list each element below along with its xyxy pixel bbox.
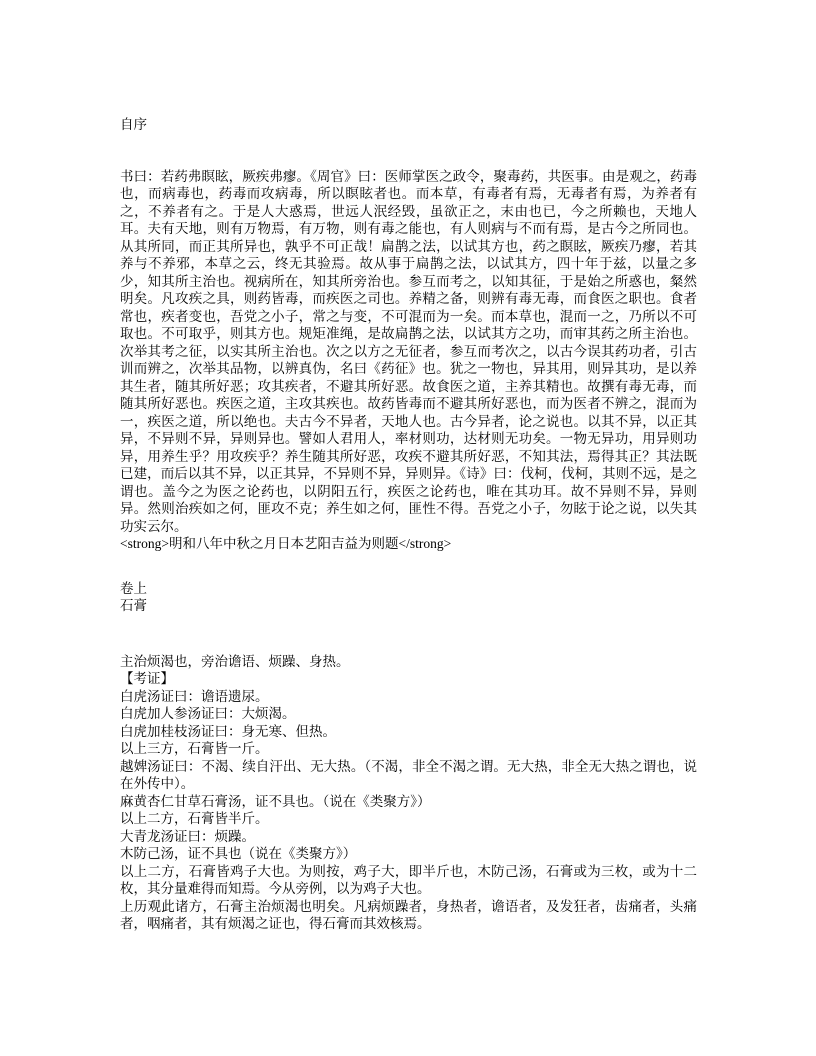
indications-line: 主治烦渴也，旁治谵语、烦躁、身热。 bbox=[120, 653, 350, 669]
volume-block bbox=[120, 580, 697, 615]
drug-heading: 石膏 bbox=[120, 598, 147, 613]
evidence-line: 白虎加桂枝汤证曰：身无寒、但热。 bbox=[120, 723, 336, 739]
evidence-line: 以上三方，石膏皆一斤。 bbox=[120, 741, 269, 756]
kaozheng-header: 【考证】 bbox=[120, 671, 174, 686]
preface-title: 自序 bbox=[120, 117, 147, 132]
volume-heading: 卷上 bbox=[120, 580, 147, 596]
evidence-line: 以上二方，石膏皆鸡子大也。为则按，鸡子大，即半斤也，木防己汤，石膏或为三枚，或为十二枚，其分量难得而知焉。今从旁例，以为鸡子大也。 bbox=[120, 863, 697, 896]
evidence-line: 大青龙汤证曰：烦躁。 bbox=[120, 828, 255, 844]
evidence-line: 越婢汤证曰：不渴、续自汗出、无大热。（不渴，非全不渴之谓。无大热，非全无大热之谓也，说在外传中）。 bbox=[120, 758, 697, 791]
evidence-line: 麻黄杏仁甘草石膏汤，证不具也。（说在《类聚方》） bbox=[120, 793, 431, 809]
evidence-line: 上历观此诸方，石膏主治烦渴也明矣。凡病烦躁者，身热者，谵语者，及发狂者，齿痛者，头痛者，咽痛者，其有烦渴之证也，得石膏而其效核焉。 bbox=[120, 898, 697, 931]
colophon-line: <strong>明和八年中秋之月日本艺阳吉益为则题</strong> bbox=[120, 536, 452, 551]
drug-section bbox=[120, 653, 697, 933]
evidence-line: 白虎加人参汤证曰：大烦渴。 bbox=[120, 706, 296, 721]
evidence-line: 以上二方，石膏皆半斤。 bbox=[120, 811, 269, 826]
preface-body: 书曰：若药弗瞑眩，厥疾弗瘳。《周官》曰：医师掌医之政令，聚毒药，共医事。由是观之，药毒也，而病毒也，药毒而攻病毒，所以瞑眩者也。而本草，有毒者有焉，无毒者有焉，为养者有之，不养者有之。于是人大惑焉，世远人泯经毁，虽欲正之，末由也已，今之所赖也，天地人耳。夫有天地，则有万物焉，有万物，则有毒之能也，有人则病与不而有焉，是古今之所同也。从其所同，而正其所异也，孰乎不可正哉！扁鹊之法，以试其方也，药之瞑眩，厥疾乃瘳，若其养与不养邪，本草之云，终无其验焉。故从事于扁鹊之法，以试其方，四十年于兹，以量之多少，知其所主治也。视病所在，知其所旁治也。参互而考之，以知其征，于是始之所惑也，粲然明矣。凡攻疾之具，则药皆毒，而疾医之司也。养精之备，则辨有毒无毒，而食医之职也。食者常也，疾者变也，吾党之小子，常之与变，不可混而为一矣。而本草也，混而一之，乃所以不可取也。不可取乎，则其方也。规矩准绳，是故扁鹊之法，以试其方之功，而审其药之所主治也。次举其考之征，以实其所主治也。次之以方之无征者，参互而考次之，以古今误其药功者，引古训而辨之，次举其品物，以辨真伪，名曰《药征》也。犹之一物也，异其用，则异其功，是以养其生者，随其所好恶；攻其疾者，不避其所好恶。故食医之道，主养其精也。故撰有毒无毒，而随其所好恶也。疾医之道，主攻其疾也。故药皆毒而不避其所好恶也，而为医者不辨之，混而为一，疾医之道，所以绝也。夫古今不异者，天地人也。古今异者，论之说也。以其不异，以正其异，不异则不异，异则异也。譬如人君用人，率材则功，达材则无功矣。一物无异功，用异则功异，用养生乎？用攻疾乎？养生随其所好恶，攻疾不避其所好恶，不知其法，焉得其正？其法既已建，而后以其不异，以正其异，不异则不异，异则异。《诗》曰：伐柯，伐柯，其则不远，是之谓也。盖今之为医之论药也，以阴阳五行，疾医之论药也，唯在其功耳。故不异则不异，异则异。然则治疾如之何，匪攻不克；养生如之何，匪性不得。吾党之小子，勿眩于论之说，以失其功实云尔。 bbox=[120, 168, 697, 534]
evidence-line: 木防己汤，证不具也（说在《类聚方》） bbox=[120, 846, 357, 861]
evidence-line: 白虎汤证曰：谵语遗尿。 bbox=[120, 688, 269, 704]
